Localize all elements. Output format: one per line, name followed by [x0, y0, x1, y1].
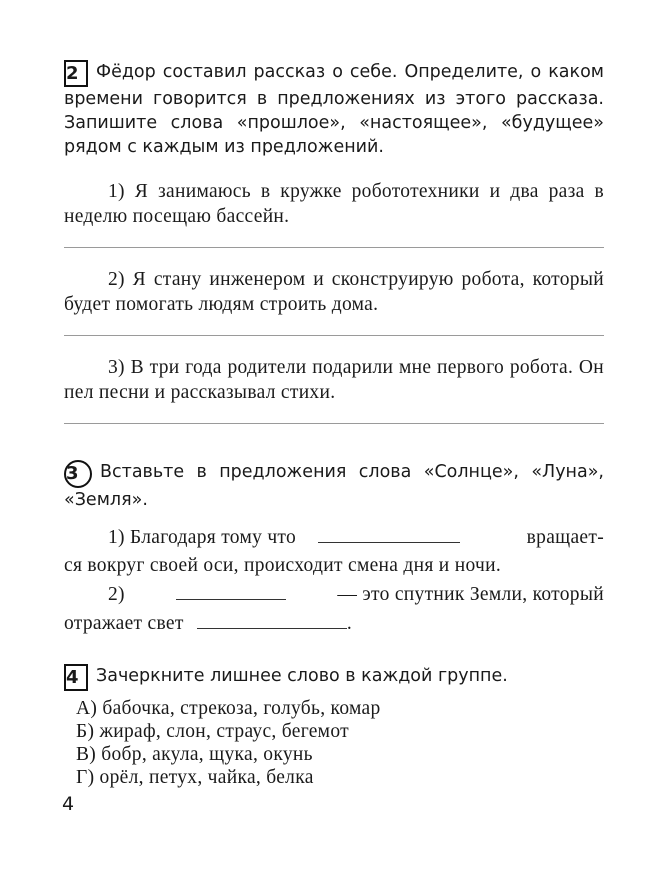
- task-3-number: 3: [64, 460, 92, 488]
- task-4-text: Зачеркните лишнее слово в каждой группе.: [96, 666, 508, 686]
- page-number: 4: [62, 793, 75, 815]
- task-2-number: 2: [64, 60, 88, 87]
- task-2-instruction: [64, 60, 604, 159]
- blank-2[interactable]: [176, 581, 286, 600]
- word-group-a[interactable]: А) бабочка, стрекоза, голубь, комар: [76, 698, 381, 719]
- task-3-sentence-1-line-2: ся вокруг своей оси, происходит смена дня и ночи.: [64, 555, 502, 576]
- task-2-sentence-1: 1) Я занимаюсь в кружке робототехники и два раза в неделю посещаю бассейн.: [64, 181, 604, 227]
- task-3-text: Вставьте в предложения слова «Солнце», «Луна», «Земля».: [64, 462, 604, 510]
- blank-1[interactable]: [318, 524, 460, 543]
- task-2-sentence-2: 2) Я стану инженером и сконструирую робота, который будет помогать людям строить дома.: [64, 269, 604, 315]
- word-group-d[interactable]: Г) орёл, петух, чайка, белка: [76, 767, 314, 788]
- task-2: [64, 60, 604, 424]
- task-3-sentence-2-line-2: отражает свет .: [64, 610, 604, 636]
- task-3-sentence-2-line-1: 2) — это спутник Земли, который: [64, 581, 604, 607]
- answer-line-3[interactable]: [64, 423, 604, 424]
- task-4-groups: [64, 697, 604, 789]
- task-4-number: 4: [64, 664, 88, 691]
- task-3-instruction: [64, 460, 604, 512]
- word-group-c[interactable]: В) бобр, акула, щука, окунь: [76, 744, 313, 765]
- task-2-text: Фёдор составил рассказ о себе. Определите, о каком времени говорится в предложениях из этого рассказа. Запишите слова «прошлое», «настоящее», «будущее» рядом с каждым из предложений.: [64, 62, 604, 157]
- word-group-b[interactable]: Б) жираф, слон, страус, бегемот: [76, 721, 349, 742]
- task-4: [64, 664, 604, 789]
- task-3-sentence-1-line-1: 1) Благодаря тому что вращает-: [64, 524, 604, 550]
- answer-line-1[interactable]: [64, 247, 604, 248]
- task-2-sentence-3: 3) В три года родители подарили мне первого робота. Он пел песни и рассказывал стихи.: [64, 357, 604, 403]
- blank-3[interactable]: [197, 610, 347, 629]
- task-3: [64, 460, 604, 636]
- task-4-instruction: [64, 664, 604, 691]
- answer-line-2[interactable]: [64, 335, 604, 336]
